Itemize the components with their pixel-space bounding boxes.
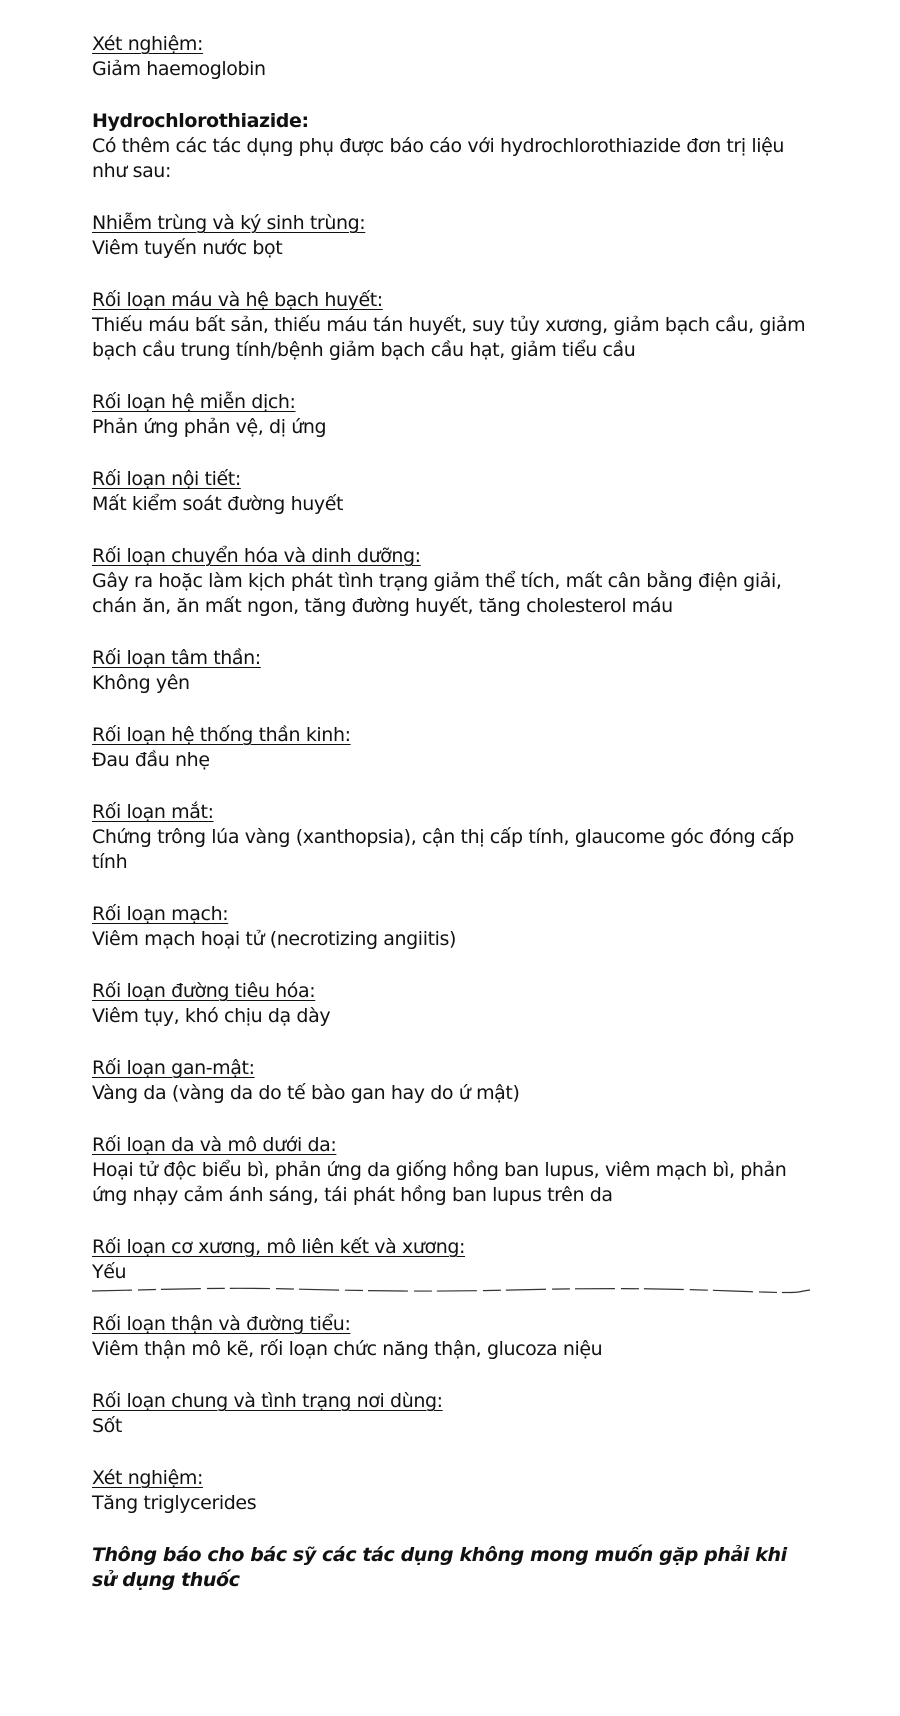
section-gastrointestinal [92,979,812,1029]
section-heading: Xét nghiệm: [92,1467,203,1489]
section-heading: Rối loạn da và mô dưới da: [92,1134,337,1156]
section-body: Yếu [92,1261,127,1283]
section-body: Viêm mạch hoại tử (necrotizing angiitis) [92,928,457,950]
section-body: Viêm tuyến nước bọt [92,237,283,259]
section-nervous [92,723,812,773]
drug-title: Hydrochlorothiazide: [92,110,309,132]
drug-block [92,109,812,184]
section-body: Hoại tử độc biểu bì, phản ứng da giống hồng ban lupus, viêm mạch bì, phản ứng nhạy cảm ánh sáng, tái phát hồng ban lupus trên da [92,1159,787,1206]
section-body: Viêm tụy, khó chịu dạ dày [92,1005,331,1027]
section-body: Chứng trông lúa vàng (xanthopsia), cận thị cấp tính, glaucome góc đóng cấp tính [92,826,794,873]
section-metabolism [92,544,812,619]
section-body: Sốt [92,1415,122,1437]
section-heading: Rối loạn thận và đường tiểu: [92,1313,351,1335]
section-heading: Rối loạn chuyển hóa và dinh dưỡng: [92,545,421,567]
section-body: Tăng triglycerides [92,1492,257,1514]
section-general [92,1389,812,1439]
section-psychiatric [92,646,812,696]
section-vascular [92,902,812,952]
document-page [92,32,812,1593]
section-lab-tests [92,1466,812,1516]
section-heading: Rối loạn máu và hệ bạch huyết: [92,289,383,311]
section-endocrine [92,467,812,517]
section-heading: Xét nghiệm: [92,33,203,55]
section-heading: Rối loạn mạch: [92,903,229,925]
section-body: Giảm haemoglobin [92,58,266,80]
section-infections [92,211,812,261]
section-body: Gây ra hoặc làm kịch phát tình trạng giảm thể tích, mất cân bằng điện giải, chán ăn, ăn mất ngon, tăng đường huyết, tăng cholesterol máu [92,570,782,617]
drug-intro: Có thêm các tác dụng phụ được báo cáo với hydrochlorothiazide đơn trị liệu như sau: [92,135,785,182]
footer-note: Thông báo cho bác sỹ các tác dụng không mong muốn gặp phải khi sử dụng thuốc [92,1544,787,1591]
section-heading: Rối loạn đường tiêu hóa: [92,980,316,1002]
section-blood [92,288,812,363]
section-heading: Rối loạn cơ xương, mô liên kết và xương: [92,1236,465,1258]
section-body: Viêm thận mô kẽ, rối loạn chức năng thận, glucoza niệu [92,1338,603,1360]
section-body: Thiếu máu bất sản, thiếu máu tán huyết, suy tủy xương, giảm bạch cầu, giảm bạch cầu trung tính/bệnh giảm bạch cầu hạt, giảm tiểu cầu [92,314,806,361]
section-heading: Rối loạn hệ thống thần kinh: [92,724,351,746]
section-immune [92,390,812,440]
section-heading: Rối loạn tâm thần: [92,647,261,669]
section-heading: Nhiễm trùng và ký sinh trùng: [92,212,366,234]
section-heading: Rối loạn gan-mật: [92,1057,255,1079]
section-body: Phản ứng phản vệ, dị ứng [92,416,327,438]
section-body: Mất kiểm soát đường huyết [92,493,344,515]
section-heading: Rối loạn mắt: [92,801,214,823]
section-body: Không yên [92,672,190,694]
section-renal [92,1312,812,1362]
section-body: Vàng da (vàng da do tế bào gan hay do ứ mật) [92,1082,520,1104]
section-musculoskeletal [92,1235,812,1285]
section-heading: Rối loạn nội tiết: [92,468,241,490]
section-skin [92,1133,812,1208]
section-heading: Rối loạn hệ miễn dịch: [92,391,296,413]
section-body: Đau đầu nhẹ [92,749,210,771]
section-eye [92,800,812,875]
section-hepatobiliary [92,1056,812,1106]
section-heading: Rối loạn chung và tình trạng nơi dùng: [92,1390,443,1412]
section-lab-tests-top [92,32,812,82]
